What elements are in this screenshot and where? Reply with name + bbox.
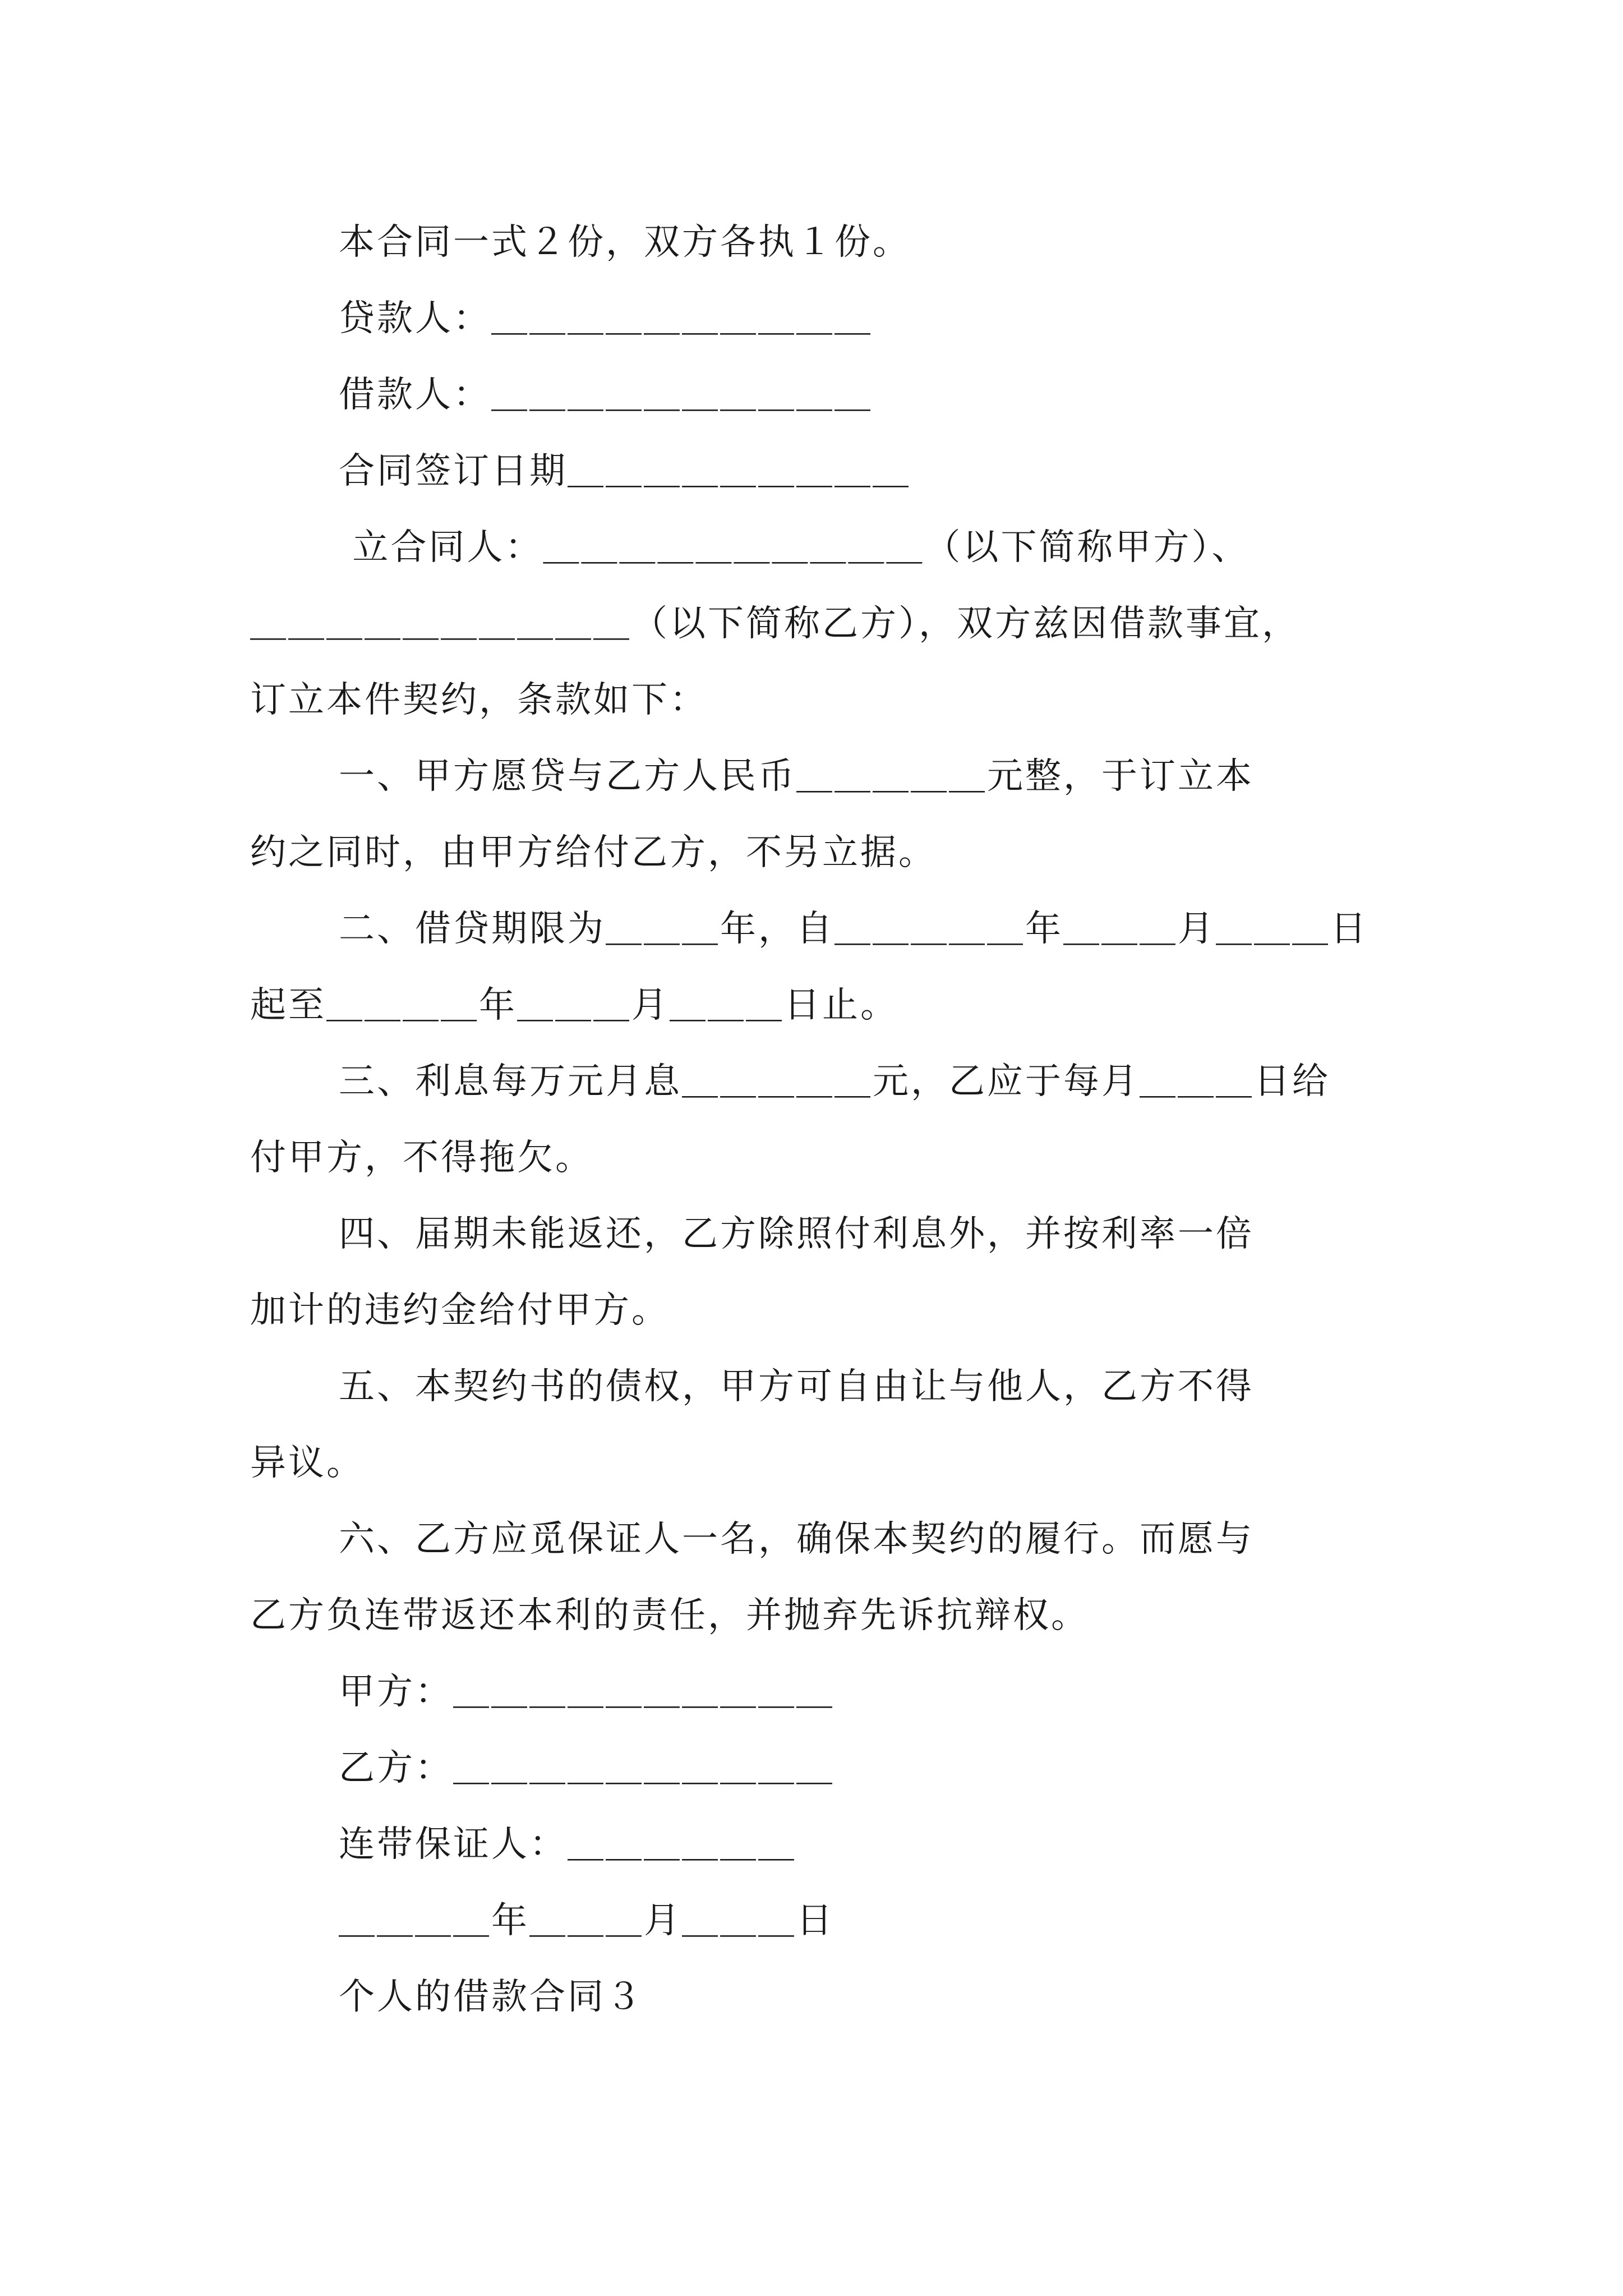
clause-3-line-2: 付甲方，不得拖欠。	[250, 1137, 593, 1179]
date-line: ＿＿＿＿年＿＿＿月＿＿＿日	[339, 1900, 834, 1941]
clause-5-line-2: 异议。	[250, 1442, 365, 1484]
contracting-parties-line-2: ＿＿＿＿＿＿＿＿＿＿（以下简称乙方），双方兹因借款事宜，	[250, 603, 1300, 645]
next-section-title: 个人的借款合同３	[339, 1976, 644, 2018]
guarantor-signature-line: 连带保证人：＿＿＿＿＿＿	[339, 1824, 796, 1865]
party-b-signature-line: 乙方：＿＿＿＿＿＿＿＿＿＿	[339, 1747, 834, 1789]
clause-2-line-2: 起至＿＿＿＿年＿＿＿月＿＿＿日止。	[250, 984, 898, 1026]
contracting-parties-line-3: 订立本件契约，条款如下：	[250, 679, 708, 721]
lender-signature-line: 贷款人：＿＿＿＿＿＿＿＿＿＿	[339, 298, 873, 339]
clause-2-line-1: 二、借贷期限为＿＿＿年，自＿＿＿＿＿年＿＿＿月＿＿＿日	[339, 908, 1368, 950]
clause-4-line-2: 加计的违约金给付甲方。	[250, 1290, 670, 1331]
signing-date-line: 合同签订日期＿＿＿＿＿＿＿＿＿	[339, 450, 911, 492]
clause-3-line-1: 三、利息每万元月息＿＿＿＿＿元，乙应于每月＿＿＿日给	[339, 1061, 1330, 1102]
clause-1-line-2: 约之同时，由甲方给付乙方，不另立据。	[250, 832, 937, 873]
clause-4-line-1: 四、届期未能返还，乙方除照付利息外，并按利率一倍	[339, 1213, 1254, 1255]
clause-6-line-2: 乙方负连带返还本利的责任，并抛弃先诉抗辩权。	[250, 1595, 1089, 1636]
contracting-parties-line: 立合同人：＿＿＿＿＿＿＿＿＿＿（以下简称甲方）、	[339, 527, 1250, 568]
clause-1-line-1: 一、甲方愿贷与乙方人民币＿＿＿＿＿元整，于订立本	[339, 756, 1254, 797]
clause-5-line-1: 五、本契约书的债权，甲方可自由让与他人，乙方不得	[339, 1366, 1254, 1407]
party-a-signature-line: 甲方：＿＿＿＿＿＿＿＿＿＿	[339, 1671, 834, 1713]
borrower-signature-line: 借款人：＿＿＿＿＿＿＿＿＿＿	[339, 374, 873, 416]
copies-clause: 本合同一式２份，双方各执１份。	[339, 222, 911, 263]
clause-6-line-1: 六、乙方应觅保证人一名，确保本契约的履行。而愿与	[339, 1519, 1254, 1560]
